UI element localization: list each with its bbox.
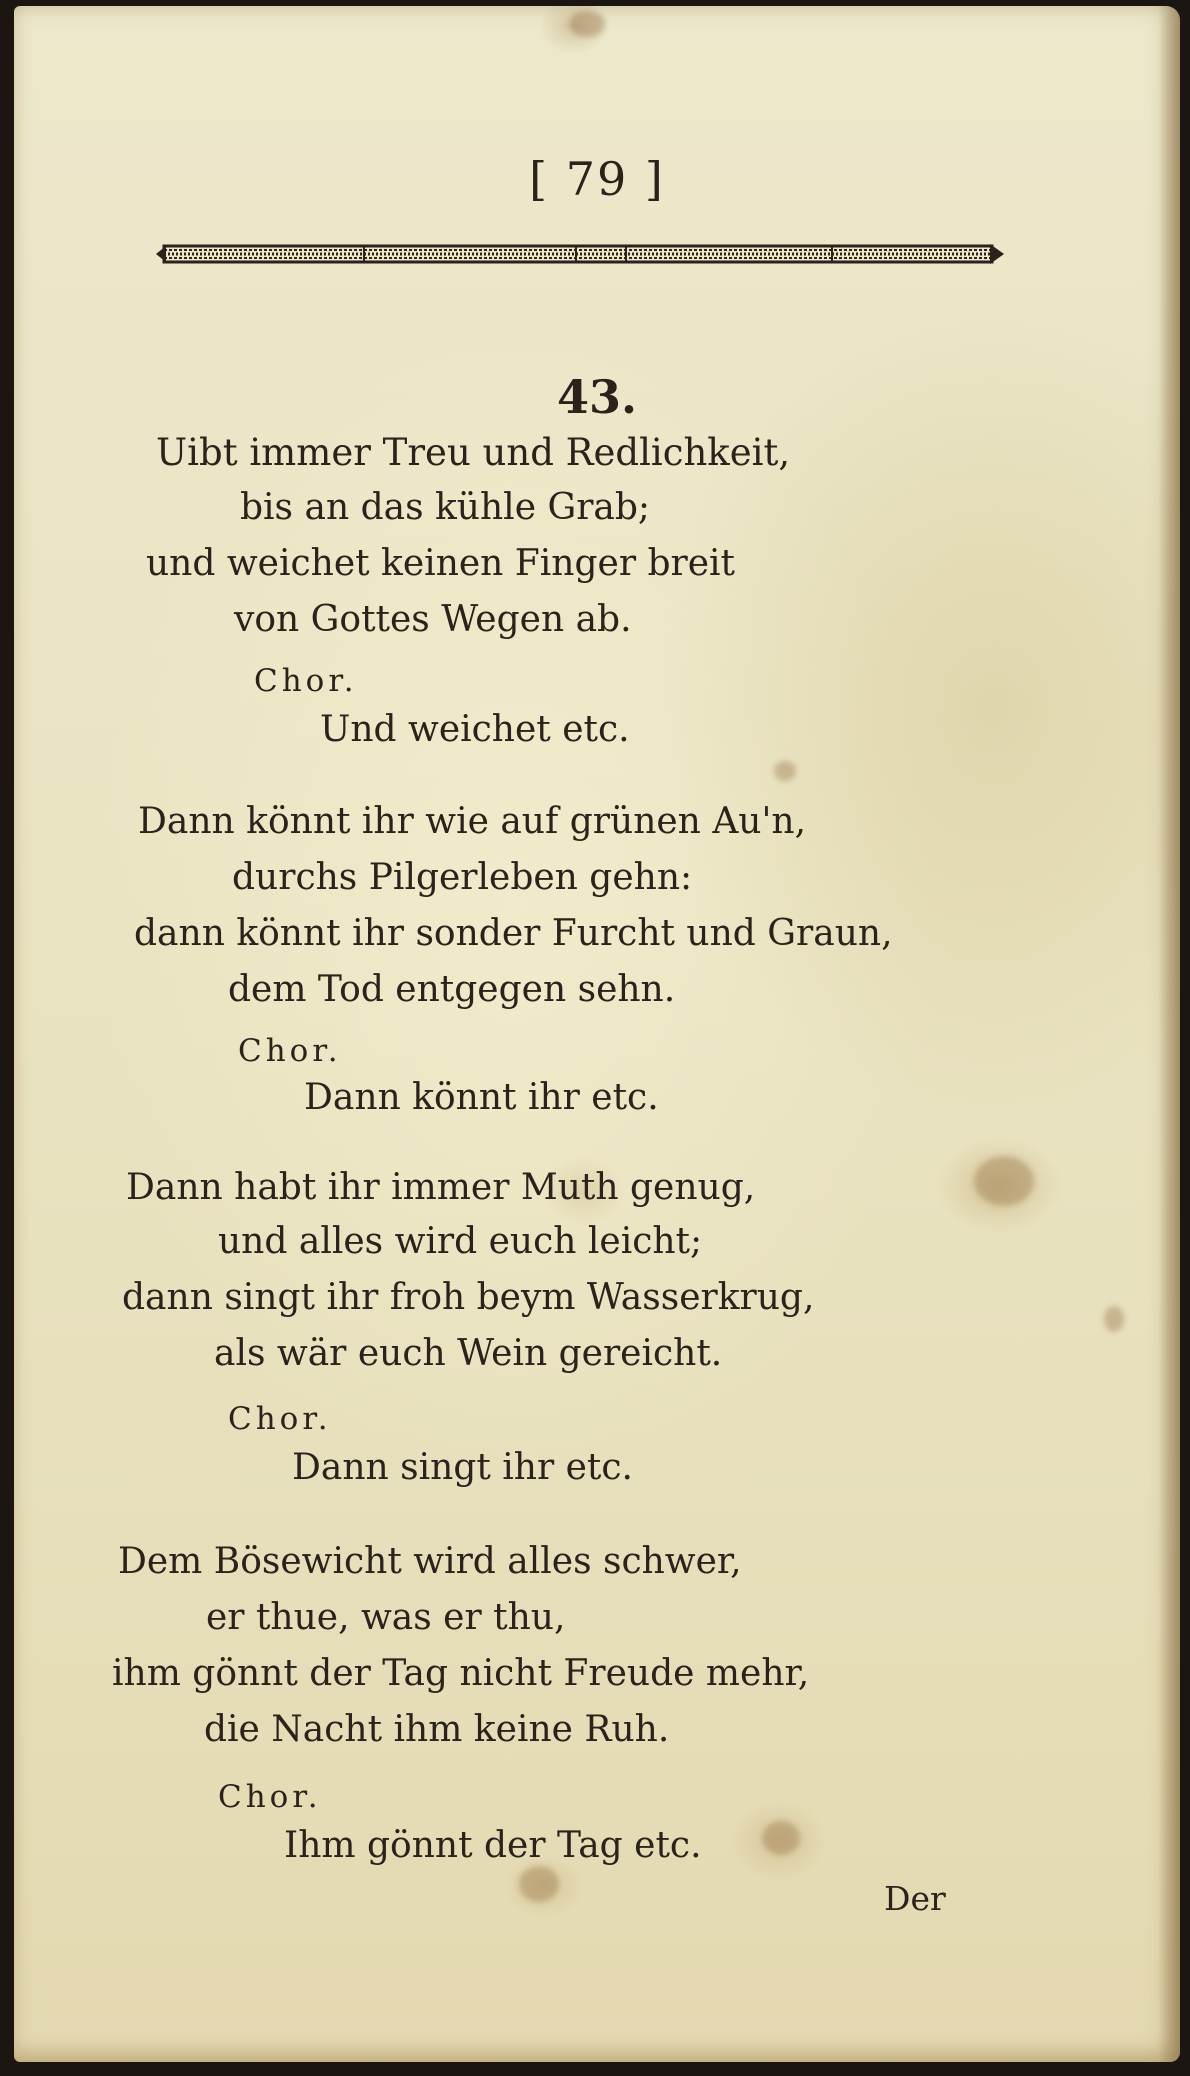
chorus-label: Chor. xyxy=(218,1779,322,1815)
chorus-label: Chor. xyxy=(228,1401,332,1437)
foxing-spot xyxy=(974,1156,1034,1206)
verse-line: Dann könnt ihr wie auf grünen Au'n, xyxy=(138,801,807,842)
verse-line: dann singt ihr froh beym Wasserkrug, xyxy=(122,1277,815,1318)
foxing-spot xyxy=(762,1821,800,1855)
verse-line: ihm gönnt der Tag nicht Freude mehr, xyxy=(112,1653,810,1694)
catchword: Der xyxy=(884,1879,946,1918)
verse-line: dann könnt ihr sonder Furcht und Graun, xyxy=(134,913,893,954)
chorus-refrain: Und weichet etc. xyxy=(320,709,630,750)
chorus-refrain: Dann singt ihr etc. xyxy=(292,1447,633,1488)
chorus-label: Chor. xyxy=(254,663,358,699)
verse-line: Dann habt ihr immer Muth genug, xyxy=(126,1167,756,1208)
chorus-label: Chor. xyxy=(238,1033,342,1069)
song-number: 43. xyxy=(556,370,638,424)
book-page xyxy=(14,6,1180,2062)
verse-line: die Nacht ihm keine Ruh. xyxy=(204,1709,670,1750)
foxing-spot xyxy=(774,761,796,781)
verse-line: bis an das kühle Grab; xyxy=(240,487,651,528)
foxing-spot xyxy=(569,11,605,37)
chorus-refrain: Ihm gönnt der Tag etc. xyxy=(284,1825,702,1866)
verse-line: er thue, was er thu, xyxy=(206,1597,566,1638)
verse-line: Uibt immer Treu und Redlichkeit, xyxy=(156,431,791,474)
page-folio: [ 79 ] xyxy=(529,152,665,206)
foxing-spot xyxy=(519,1866,559,1902)
verse-line: durchs Pilgerleben gehn: xyxy=(232,857,693,898)
foxing-spot xyxy=(1104,1306,1124,1332)
verse-line: Dem Bösewicht wird alles schwer, xyxy=(118,1541,742,1582)
verse-line: von Gottes Wegen ab. xyxy=(234,599,632,640)
ornamental-rule xyxy=(156,240,1004,270)
verse-line: dem Tod entgegen sehn. xyxy=(228,969,676,1010)
chorus-refrain: Dann könnt ihr etc. xyxy=(304,1077,659,1118)
verse-line: und weichet keinen Finger breit xyxy=(146,543,736,584)
verse-line: als wär euch Wein gereicht. xyxy=(214,1333,723,1374)
verse-line: und alles wird euch leicht; xyxy=(218,1221,703,1262)
